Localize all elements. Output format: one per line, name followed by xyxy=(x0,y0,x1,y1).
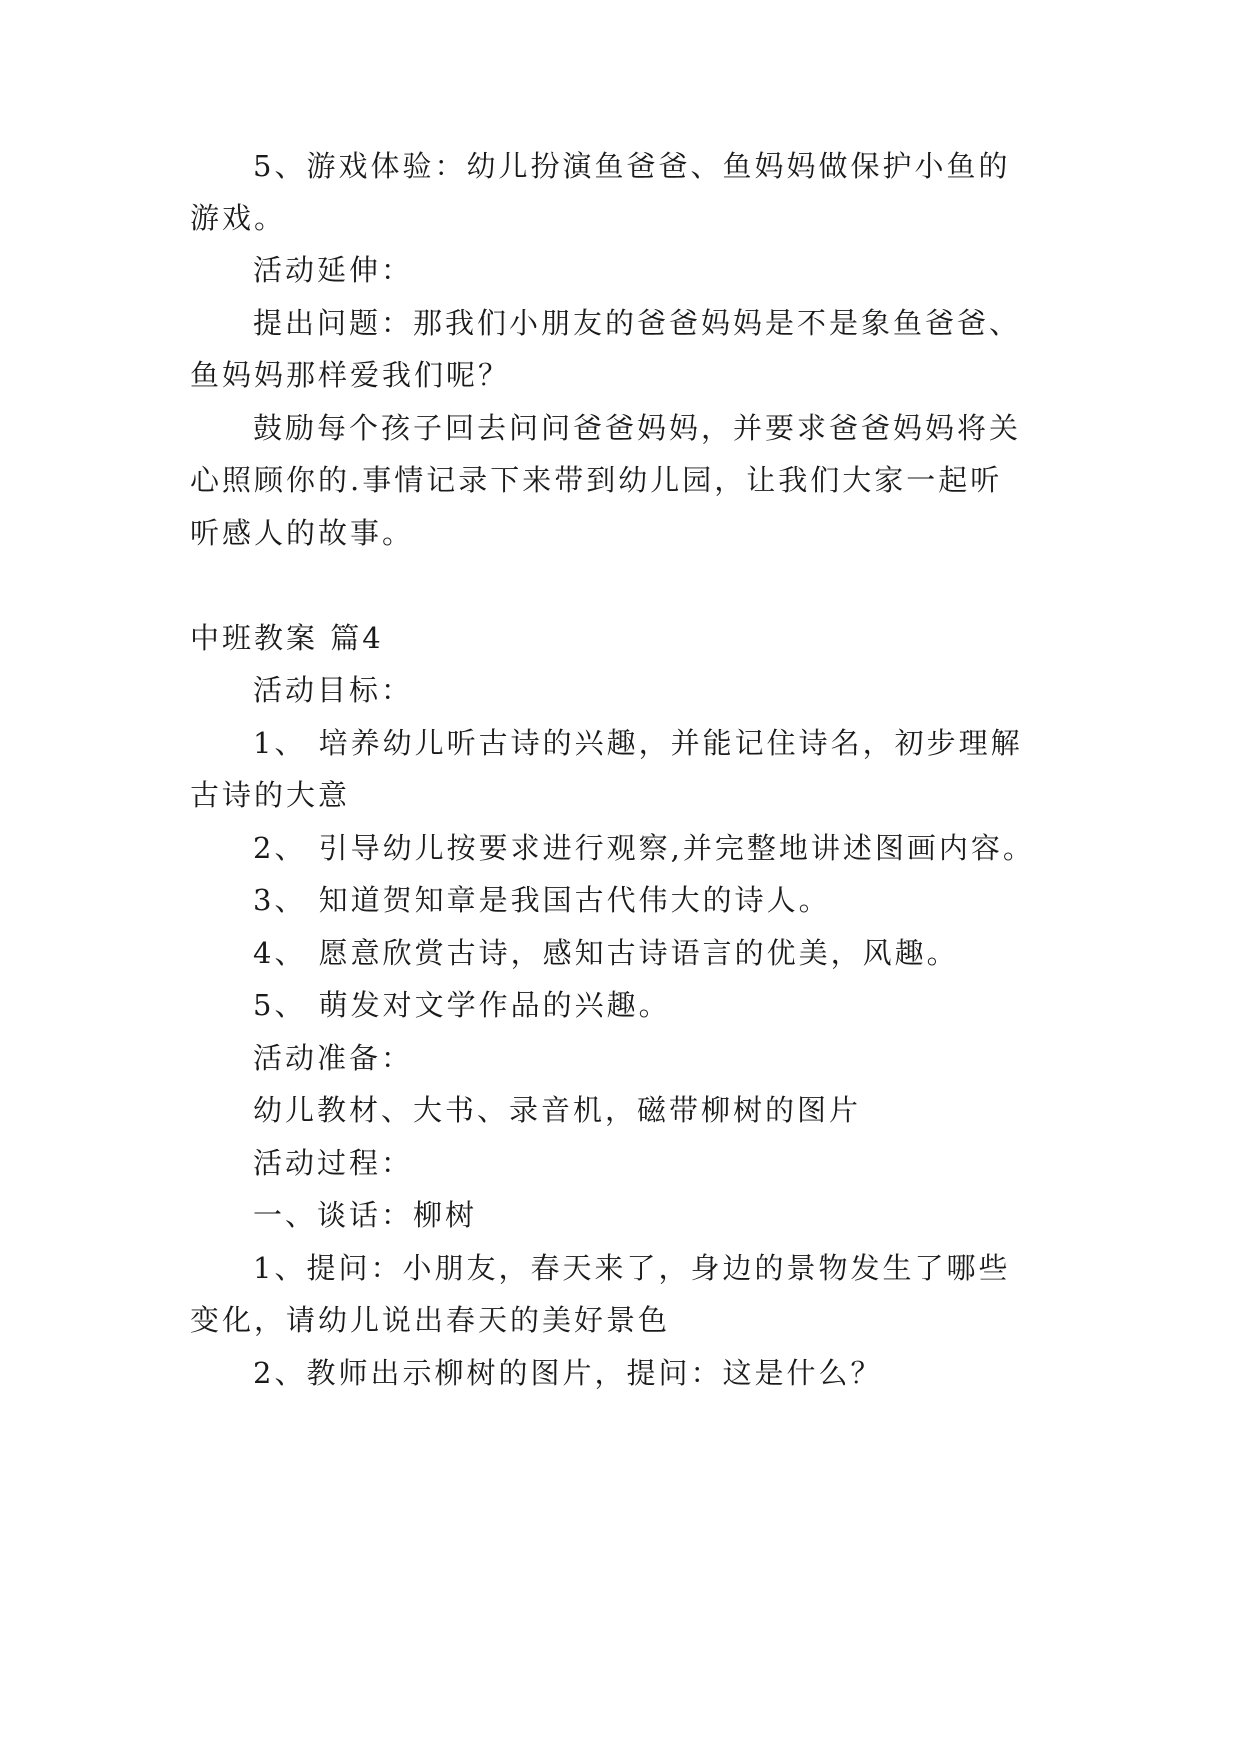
extension-heading: 活动延伸： xyxy=(253,253,414,287)
step-1-question-2: 2、教师出示柳树的图片，提问：这是什么？ xyxy=(253,1356,883,1390)
goal-1-line2: 古诗的大意 xyxy=(190,778,351,812)
paragraph-game-experience-line2: 游戏。 xyxy=(190,201,287,235)
prep-heading: 活动准备： xyxy=(253,1041,414,1075)
goal-4: 4、 愿意欣赏古诗，感知古诗语言的优美，风趣。 xyxy=(253,936,959,970)
goal-2: 2、 引导幼儿按要求进行观察,并完整地讲述图画内容。 xyxy=(253,831,1035,865)
step-1-heading: 一、谈话：柳树 xyxy=(253,1198,478,1232)
prep-text: 幼儿教材、大书、录音机，磁带柳树的图片 xyxy=(253,1093,862,1127)
paragraph-encourage-line1: 鼓励每个孩子回去问问爸爸妈妈，并要求爸爸妈妈将关 xyxy=(253,411,1022,445)
paragraph-question-line2: 鱼妈妈那样爱我们呢？ xyxy=(190,358,511,392)
process-heading: 活动过程： xyxy=(253,1146,414,1180)
paragraph-encourage-line2: 心照顾你的.事情记录下来带到幼儿园，让我们大家一起听 xyxy=(190,463,1003,497)
paragraph-encourage-line3: 听感人的故事。 xyxy=(190,516,415,550)
paragraph-question-line1: 提出问题：那我们小朋友的爸爸妈妈是不是象鱼爸爸、 xyxy=(253,306,1022,340)
goal-3: 3、 知道贺知章是我国古代伟大的诗人。 xyxy=(253,883,831,917)
goal-5: 5、 萌发对文学作品的兴趣。 xyxy=(253,988,671,1022)
step-1-question-1-line2: 变化，请幼儿说出春天的美好景色 xyxy=(190,1303,671,1337)
paragraph-game-experience-line1: 5、游戏体验：幼儿扮演鱼爸爸、鱼妈妈做保护小鱼的 xyxy=(253,149,1011,183)
goals-heading: 活动目标： xyxy=(253,673,414,707)
section-title: 中班教案 篇4 xyxy=(190,621,384,655)
goal-1-line1: 1、 培养幼儿听古诗的兴趣，并能记住诗名，初步理解 xyxy=(253,726,1023,760)
step-1-question-1-line1: 1、提问：小朋友，春天来了，身边的景物发生了哪些 xyxy=(253,1251,1011,1285)
